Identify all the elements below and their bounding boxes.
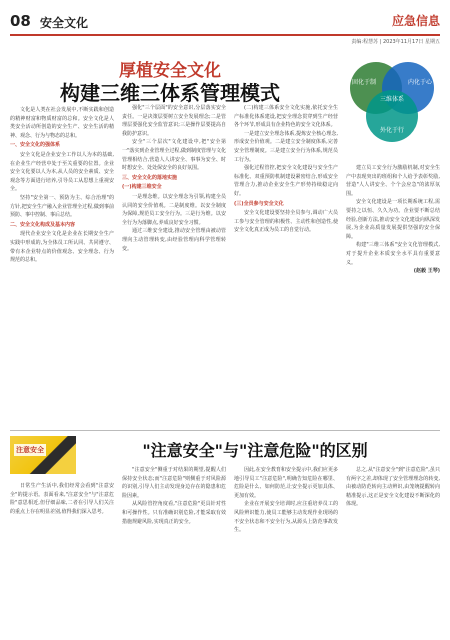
subheading: (一)构建三维安全 xyxy=(122,184,162,191)
safety-sign-photo xyxy=(10,436,76,474)
article2-column-3 xyxy=(234,466,338,628)
newspaper-brand: 应急信息 xyxy=(391,14,440,28)
diagram-label-center: 三维体系 xyxy=(379,96,405,103)
paragraph: 强化过程管控,把安全文化建设与安全生产标准化、双重预防机制建设紧密结合,形成安全管理合力,推动企业安全生产形势持续稳定向好。 xyxy=(234,165,338,197)
paragraph: 日常生产生活中,我们经常会看到"注意安全"的提示语。表面看来,"注意安全"与"注意危险"意思相近,但仔细品味,二者在引导人们关注的重点上存在明显差别,值得我们深入思考。 xyxy=(10,483,114,515)
article1-column-2 xyxy=(122,104,226,428)
subheading: (三)全员参与安全文化 xyxy=(234,200,284,207)
three-dimension-diagram xyxy=(344,54,440,160)
paragraph: 文化是人类在社会发展中,不断实践和创造的精神财富和物质财富的总和。安全文化是人类安全活动所创造的安全生产、安全生活的精神、观念、行为与物态的总和。 xyxy=(10,107,114,139)
paragraph: "注意安全"侧重于对结果的期望,提醒人们保持安全状态;而"注意危险"则侧重于对风险源的识别,引导人们主动发现身边存在的隐患和危险因素。 xyxy=(122,467,226,499)
paragraph: 企业在开展安全培训时,应注重培养员工的风险辨识能力,使员工能够主动发现作业现场的不安全状态和不安全行为,从源头上防范事故发生。 xyxy=(234,501,338,534)
section-divider xyxy=(10,430,440,431)
diagram-label-bottom: 外化于行 xyxy=(379,127,405,134)
paragraph: 建立员工安全行为激励机制,对安全生产中表现突出的班组和个人给予表彰奖励,营造"人人讲安全、个个会应急"的浓厚氛围。 xyxy=(346,165,440,197)
paragraph: 安全文化建设是一项长期系统工程,需要持之以恒、久久为功。企业要不断总结经验,创新方法,推动安全文化建设向纵深发展,为企业高质量发展提供坚强的安全保障。 xyxy=(346,199,440,240)
article2-column-2 xyxy=(122,466,226,628)
article-title: 构建三维三体系管理模式 xyxy=(60,81,280,105)
paragraph: 从风险管控角度看,"注意危险"更具针对性和可操作性。只有准确识别危险,才能采取有效措施规避风险,实现真正的安全。 xyxy=(122,501,226,525)
subheading: 一、安全文化的强体系 xyxy=(10,142,61,149)
paragraph: 强化"三个层面"的安全意识,分层落实安全责任。一是决策层要树立安全发展理念;二是管理层要强化安全监管意识;三是操作层要提高自我防护意识。 xyxy=(122,105,226,137)
photo-sign-text: 注意安全 xyxy=(16,446,44,454)
article1-column-1 xyxy=(10,106,114,428)
page-header xyxy=(10,12,440,46)
section-title: 安全文化 xyxy=(40,16,89,30)
article1-column-4 xyxy=(346,164,440,428)
issue-meta: 责编:程慧苏 | 2023年11月17日 星期五 xyxy=(351,39,440,45)
paragraph: 构建"三维三体系"安全文化管理模式,对于提升企业本质安全水平具有重要意义。 xyxy=(346,242,440,266)
diagram-label-top-left: 固化于制 xyxy=(351,79,377,86)
article-author: (赵毅 王琴) xyxy=(413,268,440,275)
paragraph: 安全文化是企业安全工作以人为本的基础,在企业生产经营中处于至关重要的位置。企业安全文化要以人为本,从人员的安全素质、安全观念等方面进行培养,引导员工从思想上重视安全。 xyxy=(10,151,114,193)
paragraph: 现代企业安全文化是企业在长期安全生产实践中形成的,为全体员工所认同、共同遵守、带有本企业特点的价值观念、安全理念、行为规范的总和。 xyxy=(10,231,114,264)
article1-column-3 xyxy=(234,104,338,428)
paragraph: 总之,从"注意安全"到"注意危险",虽只有两字之差,却体现了安全管理理念的转变,由被动防范转向主动辨识,由笼统提醒转向精准提示,这正是安全文化建设不断深化的体现。 xyxy=(346,467,440,508)
paragraph: 一是理念维。以安全理念为引领,构建全员认同的安全价值观。二是制度维。以安全制度为保障,规范员工安全行为。三是行为维。以安全行为为落脚点,养成良好安全习惯。 xyxy=(122,193,226,226)
paragraph: 坚持"安全第一、预防为主、综合治理"的方针,把安全生产融入企业管理全过程,做到事前预防、事中控制、事后总结。 xyxy=(10,194,114,219)
page-number: 08 xyxy=(10,12,31,30)
paragraph: (二)构建三体系安全文化实施,依托安全生产标准化体系建设,把安全理念贯穿到生产经营各个环节,形成具有企业特色的安全文化体系。 xyxy=(234,105,338,129)
subheading: 二、安全文化构成及基本内容 xyxy=(10,221,76,228)
paragraph: 安全"三个层次"文化建设中,把"安全第一"落实到企业管理全过程,做到制度管理与文化管理相结合,营造人人讲安全、事事为安全、时时想安全、处处保安全的良好氛围。 xyxy=(122,139,226,172)
article2-title: "注意安全"与"注意危险"的区别 xyxy=(142,441,368,460)
article2-column-1 xyxy=(10,482,114,628)
paragraph: 通过三维安全建设,推动安全管理由被动管理向主动管理转变,由经验管理向科学管理转变。 xyxy=(122,228,226,252)
diagram-label-top-right: 内化于心 xyxy=(407,79,433,86)
paragraph: 因此,在安全教育和安全提示中,我们应更多地引导员工"注意危险",明确告知危险在哪里、危险是什么、如何防范,让安全提示更加具体、更加有效。 xyxy=(234,467,338,499)
subheading: 三、安全文化的落地实施 xyxy=(122,174,178,181)
header-rule xyxy=(10,34,440,36)
article2-column-4 xyxy=(346,466,440,628)
paragraph: 安全文化建设要坚持全员参与,调动广大员工参与安全管理的积极性、主动性和创造性,使安全文化真正成为员工的自觉行动。 xyxy=(234,210,338,234)
article-kicker: 厚植安全文化 xyxy=(119,61,221,81)
paragraph: 一是建立安全理念体系,提炼安全核心理念,形成安全价值观。二是建立安全制度体系,完善安全管理制度。三是建立安全行为体系,规范员工行为。 xyxy=(234,130,338,163)
